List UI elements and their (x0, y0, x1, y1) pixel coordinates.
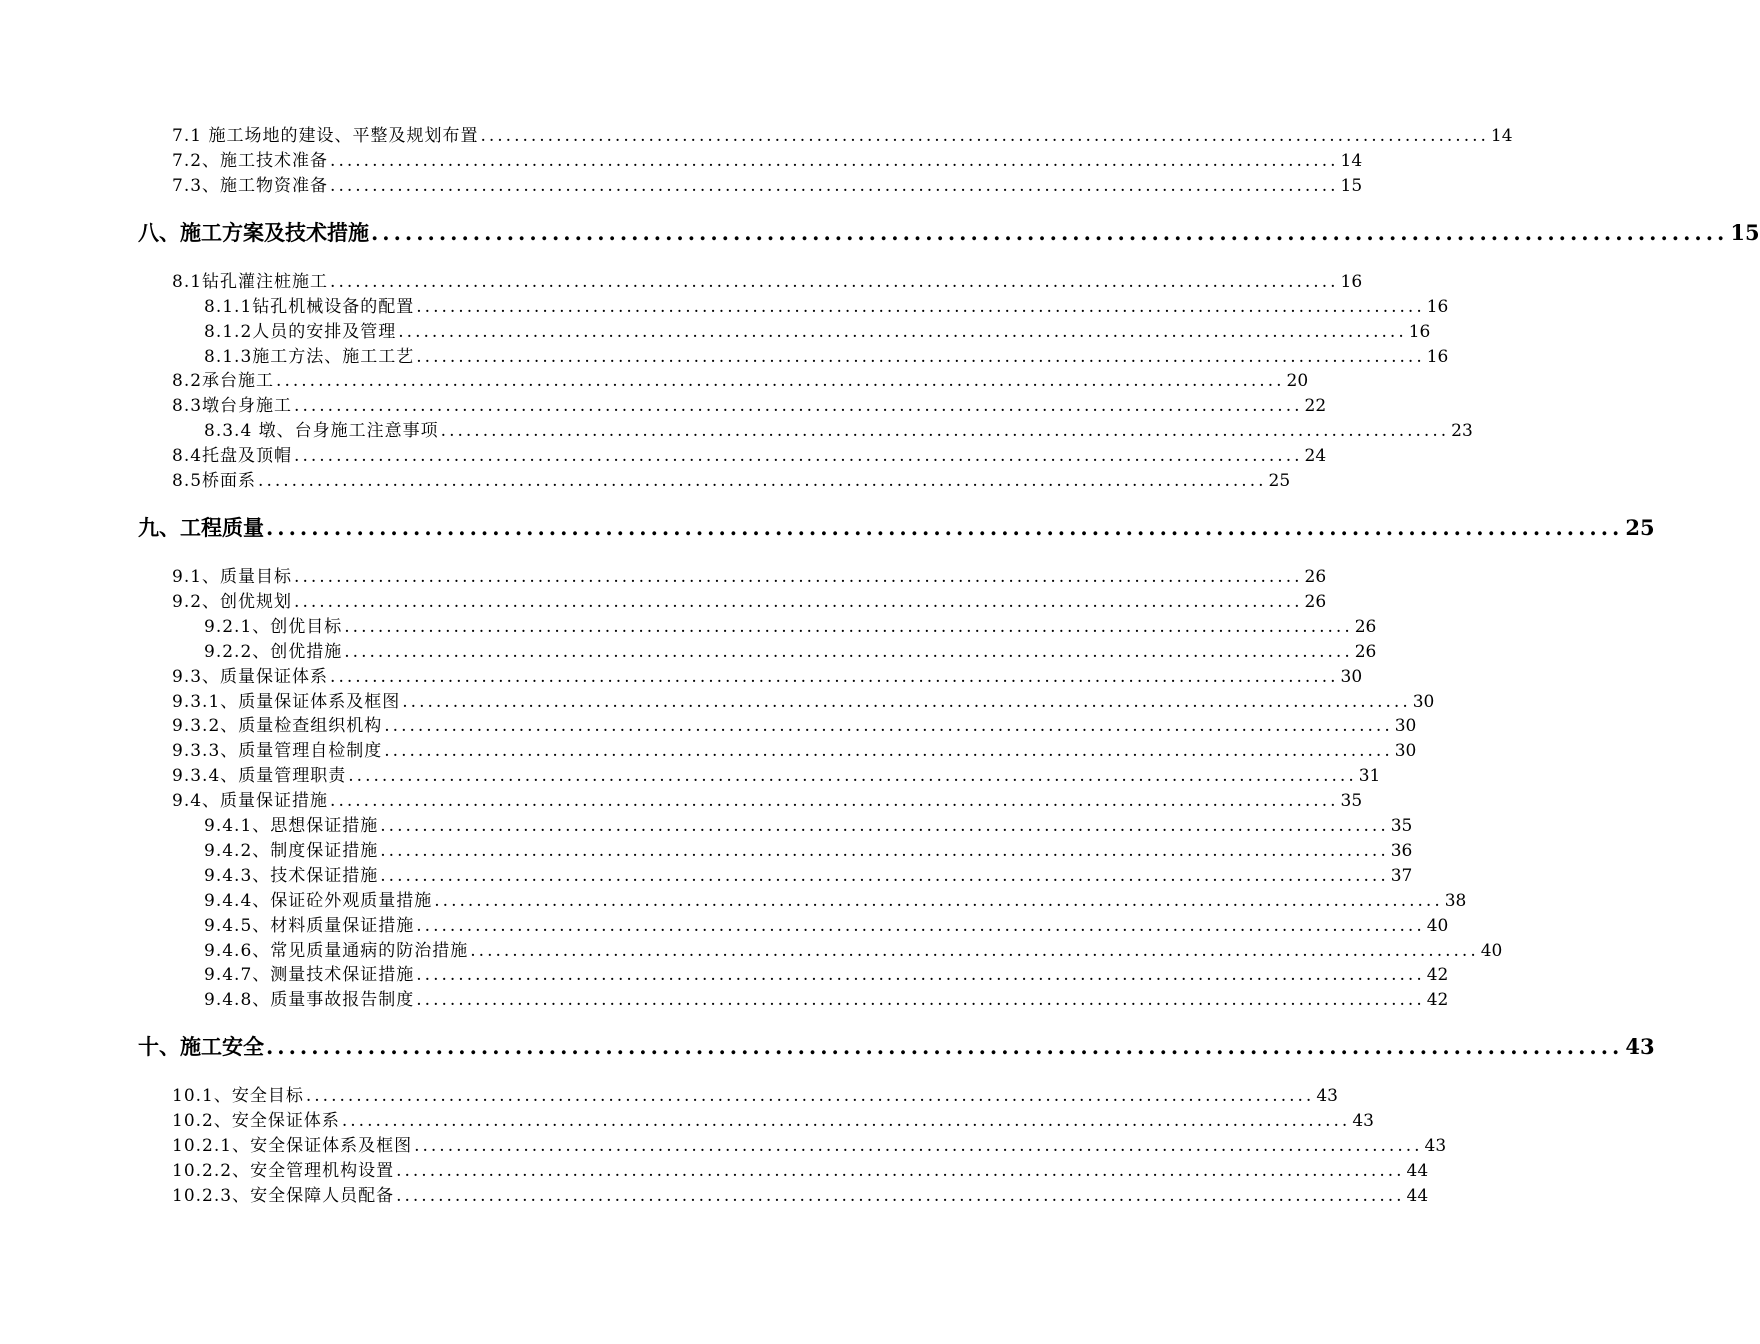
toc-entry-title: 9.4.5、材料质量保证措施 (204, 915, 415, 936)
toc-entry-title: 8.5桥面系 (172, 471, 257, 491)
toc-page-number: 36 (1390, 840, 1413, 861)
toc-dot-leader: ........................................................................................................................ (330, 791, 1339, 812)
toc-entry[interactable] (172, 590, 1327, 615)
toc-dot-leader: ........................................................................................................................ (380, 816, 1389, 836)
toc-dot-leader: ........................................................................................................................ (440, 421, 1450, 442)
toc-entry-title: 8.1.2人员的安排及管理 (204, 321, 397, 342)
toc-entry[interactable] (172, 149, 1363, 174)
toc-entry-title: 8.3.4 墩、台身施工注意事项 (204, 421, 439, 442)
toc-entry-title: 9.2、创优规划 (172, 591, 293, 612)
toc-entry[interactable] (172, 665, 1363, 690)
toc-dot-leader: ........................................................................................................................ (341, 1111, 1351, 1132)
toc-entry-title: 9.4.4、保证砼外观质量措施 (204, 890, 433, 911)
toc-entry-title: 7.2、施工技术准备 (172, 150, 329, 171)
toc-entry-title: 8.2承台施工 (172, 371, 275, 392)
toc-entry-title: 9.4.7、测量技术保证措施 (204, 965, 415, 986)
toc-dot-leader: ........................................................................................................................ (396, 1185, 1405, 1206)
toc-dot-leader: ........................................................................................................................ (416, 965, 1425, 986)
toc-entry-title: 9.3、质量保证体系 (172, 666, 329, 687)
toc-page-number: 25 (1268, 471, 1291, 491)
toc-dot-leader: ........................................................................................................................ (330, 150, 1339, 171)
toc-dot-leader: ........................................................................................................................ (416, 990, 1425, 1011)
toc-dot-leader: ........................................................................................................................ (470, 940, 1479, 961)
toc-page-number: 26 (1304, 591, 1327, 612)
toc-page-number: 20 (1286, 371, 1309, 392)
toc-entry-title: 9.4.1、思想保证措施 (204, 816, 379, 836)
toc-dot-leader: ........................................................................................................................ (398, 321, 1407, 342)
toc-page-number: 40 (1480, 940, 1503, 961)
toc-entry-title: 9.4.8、质量事故报告制度 (204, 990, 415, 1011)
toc-dot-leader: ........................................................................................................................ (330, 175, 1339, 196)
toc-entry[interactable] (204, 839, 1413, 864)
toc-entry[interactable] (204, 963, 1449, 988)
toc-entry-title: 8.1钻孔灌注桩施工 (172, 271, 329, 292)
toc-entry[interactable] (204, 345, 1449, 370)
toc-page-number: 26 (1354, 641, 1377, 662)
toc-page-number: 43 (1424, 1136, 1447, 1157)
toc-page-number: 42 (1426, 990, 1449, 1011)
toc-page-number: 16 (1408, 321, 1431, 342)
toc-page-number: 26 (1354, 616, 1377, 637)
toc-page-number: 35 (1390, 816, 1413, 836)
toc-entry[interactable] (172, 1159, 1429, 1184)
toc-page-number: 42 (1426, 965, 1449, 986)
toc-entry[interactable] (172, 469, 1291, 494)
toc-page-number: 15 (1340, 175, 1363, 196)
toc-entry[interactable] (172, 369, 1309, 394)
toc-dot-leader: ........................................................................................................................ (276, 371, 1285, 392)
toc-entry-title: 9.1、质量目标 (172, 567, 293, 587)
toc-entry[interactable] (172, 174, 1363, 199)
toc-page-number: 30 (1340, 666, 1363, 687)
toc-entry-title: 9.2.2、创优措施 (204, 641, 343, 662)
toc-entry-title: 9.4、质量保证措施 (172, 791, 329, 812)
toc-page-number: 43 (1316, 1086, 1338, 1107)
toc-entry-title: 八、施工方案及技术措施 (138, 219, 369, 245)
toc-dot-leader: ........................................................................................................................ (480, 126, 1489, 146)
toc-entry[interactable] (204, 914, 1449, 939)
toc-entry-title: 7.1 施工场地的建设、平整及规划布置 (172, 126, 479, 146)
toc-page-number: 35 (1340, 791, 1363, 812)
toc-page-number: 40 (1426, 915, 1449, 936)
toc-entry[interactable] (172, 1084, 1338, 1109)
toc-entry[interactable] (204, 864, 1413, 889)
toc-chapter-entry[interactable] (138, 513, 1655, 543)
toc-entry-title: 9.3.1、质量保证体系及框图 (172, 691, 401, 712)
toc-page-number: 22 (1304, 396, 1327, 417)
toc-entry-title: 8.3墩台身施工 (172, 396, 293, 417)
toc-entry[interactable] (204, 939, 1503, 964)
toc-dot-leader: ........................................................................................................................ (294, 567, 1303, 587)
toc-page-number: 14 (1340, 150, 1363, 171)
toc-entry[interactable] (204, 640, 1377, 665)
toc-page-number: 30 (1394, 716, 1417, 737)
toc-page-number: 14 (1490, 126, 1513, 146)
toc-entry-title: 7.3、施工物资准备 (172, 175, 329, 196)
toc-entry[interactable] (204, 615, 1377, 640)
toc-entry-title: 9.3.2、质量检查组织机构 (172, 716, 383, 737)
toc-page-number: 31 (1358, 766, 1381, 787)
toc-entry[interactable] (172, 1134, 1447, 1159)
toc-entry-title: 九、工程质量 (138, 515, 264, 540)
toc-dot-leader: ........................................................................................................................ (416, 346, 1425, 367)
toc-entry[interactable] (204, 988, 1449, 1013)
toc-entry[interactable] (172, 789, 1363, 814)
toc-entry[interactable] (172, 1109, 1374, 1134)
toc-dot-leader: ........................................................................................................................ (402, 691, 1411, 712)
toc-page-number: 16 (1340, 271, 1363, 292)
toc-entry-title: 10.1、安全目标 (172, 1086, 304, 1107)
toc-page-number: 24 (1304, 446, 1327, 467)
toc-dot-leader: ........................................................................................................................ (266, 515, 1624, 540)
toc-entry[interactable] (172, 714, 1417, 739)
toc-dot-leader: ........................................................................................................................ (434, 890, 1443, 911)
toc-dot-leader: ........................................................................................................................ (416, 296, 1425, 317)
toc-entry[interactable] (172, 690, 1435, 715)
toc-dot-leader: ........................................................................................................................ (266, 1034, 1624, 1060)
toc-entry[interactable] (172, 394, 1327, 419)
toc-entry[interactable] (172, 124, 1513, 149)
toc-entry-title: 9.4.2、制度保证措施 (204, 840, 379, 861)
toc-page-number: 26 (1304, 567, 1327, 587)
toc-dot-leader: ........................................................................................................................ (396, 1161, 1405, 1181)
toc-entry[interactable] (204, 320, 1431, 345)
toc-entry[interactable] (204, 295, 1449, 320)
toc-entry[interactable] (172, 1184, 1429, 1209)
toc-page-number: 25 (1625, 515, 1655, 540)
toc-entry[interactable] (172, 764, 1381, 789)
toc-dot-leader: ........................................................................................................................ (294, 396, 1303, 417)
toc-page-number: 23 (1451, 421, 1473, 442)
toc-dot-leader: ........................................................................................................................ (258, 471, 1267, 491)
toc-dot-leader: ........................................................................................................................ (330, 666, 1339, 687)
toc-entry-title: 10.2.2、安全管理机构设置 (172, 1161, 395, 1181)
toc-dot-leader: ........................................................................................................................ (414, 1136, 1423, 1157)
toc-entry[interactable] (204, 889, 1467, 914)
toc-entry[interactable] (172, 565, 1327, 590)
toc-entry[interactable] (172, 739, 1417, 764)
toc-entry-title: 十、施工安全 (138, 1034, 264, 1060)
toc-entry[interactable] (204, 814, 1413, 839)
toc-entry-title: 8.1.3施工方法、施工工艺 (204, 346, 415, 367)
toc-entry-title: 9.4.6、常见质量通病的防治措施 (204, 940, 469, 961)
toc-entry-title: 10.2、安全保证体系 (172, 1111, 340, 1132)
toc-dot-leader: ........................................................................................................................ (384, 716, 1393, 737)
toc-dot-leader: ........................................................................................................................ (416, 915, 1425, 936)
toc-page-number: 37 (1390, 865, 1413, 886)
toc-chapter-entry[interactable] (138, 218, 1760, 248)
toc-dot-leader: ........................................................................................................................ (380, 865, 1389, 886)
toc-page-number: 38 (1444, 890, 1467, 911)
toc-entry[interactable] (204, 419, 1473, 444)
toc-dot-leader: ........................................................................................................................ (344, 641, 1353, 662)
toc-entry[interactable] (172, 270, 1363, 295)
toc-entry-title: 8.1.1钻孔机械设备的配置 (204, 296, 415, 317)
toc-page-number: 43 (1625, 1034, 1655, 1060)
toc-page-number: 44 (1406, 1161, 1429, 1181)
toc-page-number: 44 (1406, 1185, 1429, 1206)
toc-dot-leader: ........................................................................................................................ (380, 840, 1389, 861)
toc-page-number: 30 (1412, 691, 1435, 712)
toc-dot-leader: ........................................................................................................................ (305, 1086, 1315, 1107)
toc-entry-title: 9.3.4、质量管理职责 (172, 766, 347, 787)
toc-dot-leader: ........................................................................................................................ (344, 616, 1353, 637)
toc-dot-leader: ........................................................................................................................ (294, 591, 1303, 612)
toc-page-number: 15 (1730, 219, 1760, 245)
toc-dot-leader: ........................................................................................................................ (348, 766, 1357, 787)
toc-entry-title: 8.4托盘及顶帽 (172, 446, 293, 467)
toc-dot-leader: ........................................................................................................................ (330, 271, 1339, 292)
toc-entry[interactable] (172, 444, 1327, 469)
toc-page-number: 16 (1426, 346, 1449, 367)
toc-entry-title: 10.2.3、安全保障人员配备 (172, 1185, 395, 1206)
toc-entry-title: 9.2.1、创优目标 (204, 616, 343, 637)
toc-dot-leader: ........................................................................................................................ (384, 741, 1393, 762)
toc-page-number: 43 (1352, 1111, 1374, 1132)
toc-chapter-entry[interactable] (138, 1032, 1655, 1062)
toc-page-number: 30 (1394, 741, 1417, 762)
toc-dot-leader: ........................................................................................................................ (294, 446, 1303, 467)
toc-entry-title: 9.4.3、技术保证措施 (204, 865, 379, 886)
toc-entry-title: 10.2.1、安全保证体系及框图 (172, 1136, 413, 1157)
toc-dot-leader: ........................................................................................................................ (371, 219, 1729, 245)
toc-page-number: 16 (1426, 296, 1449, 317)
toc-entry-title: 9.3.3、质量管理自检制度 (172, 741, 383, 762)
